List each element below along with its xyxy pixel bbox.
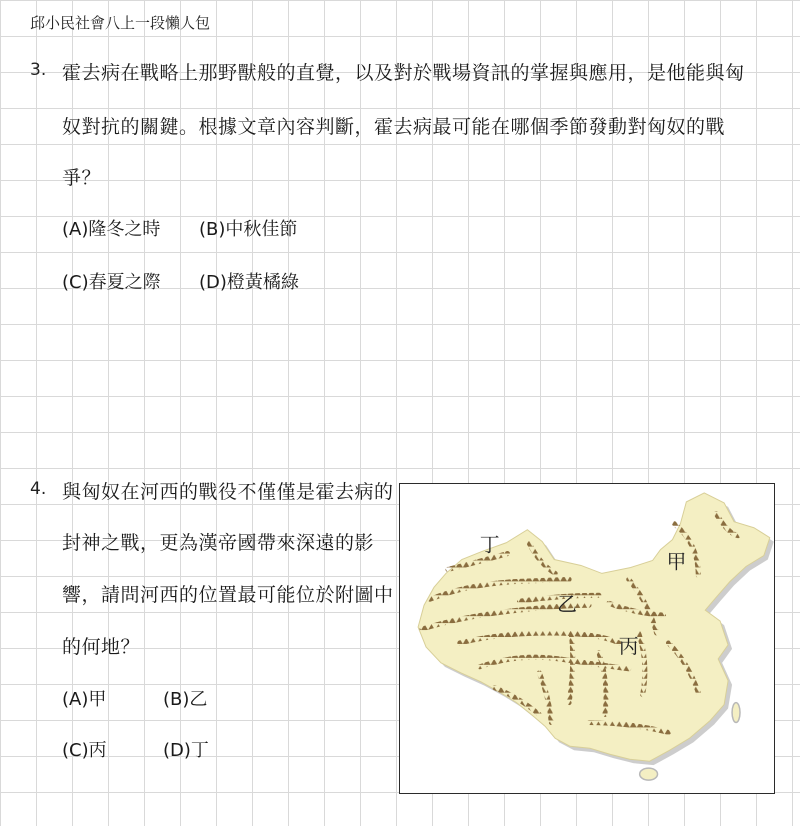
question-3-option-c: (C)春夏之際	[62, 272, 161, 293]
map-label-ding: 丁	[479, 533, 500, 557]
question-4-option-d: (D)丁	[163, 740, 209, 761]
page-header-title: 邱小民社會八上一段懶人包	[30, 14, 211, 32]
question-4-number: 4.	[30, 479, 47, 499]
question-4-option-b: (B)乙	[163, 689, 208, 710]
question-3-number: 3.	[30, 60, 47, 80]
question-4-line-3: 響，請問河西的位置最可能位於附圖中	[62, 584, 394, 606]
map-island-hainan	[640, 768, 658, 780]
map-label-bing: 丙	[618, 634, 639, 658]
question-4-option-c: (C)丙	[62, 740, 107, 761]
question-4-line-4: 的何地？	[62, 636, 141, 658]
question-3-option-a: (A)隆冬之時	[62, 219, 161, 240]
question-4-option-a: (A)甲	[62, 689, 107, 710]
china-relief-map	[399, 483, 775, 794]
question-4-line-2: 封神之戰，更為漢帝國帶來深遠的影	[62, 532, 375, 554]
china-map-svg	[400, 484, 774, 793]
question-4-line-1: 與匈奴在河西的戰役不僅僅是霍去病的	[62, 481, 394, 503]
question-3-option-d: (D)橙黃橘綠	[199, 272, 299, 293]
map-label-jia: 甲	[666, 550, 687, 574]
question-3-option-b: (B)中秋佳節	[199, 219, 298, 240]
question-3-line-2: 奴對抗的關鍵。根據文章內容判斷，霍去病最可能在哪個季節發動對匈奴的戰	[62, 116, 726, 138]
question-3-line-3: 爭？	[62, 167, 102, 189]
map-label-yi: 乙	[557, 593, 578, 617]
question-3-line-1: 霍去病在戰略上那野獸般的直覺，以及對於戰場資訊的掌握與應用，是他能與匈	[62, 62, 745, 84]
map-island-taiwan	[732, 703, 740, 723]
